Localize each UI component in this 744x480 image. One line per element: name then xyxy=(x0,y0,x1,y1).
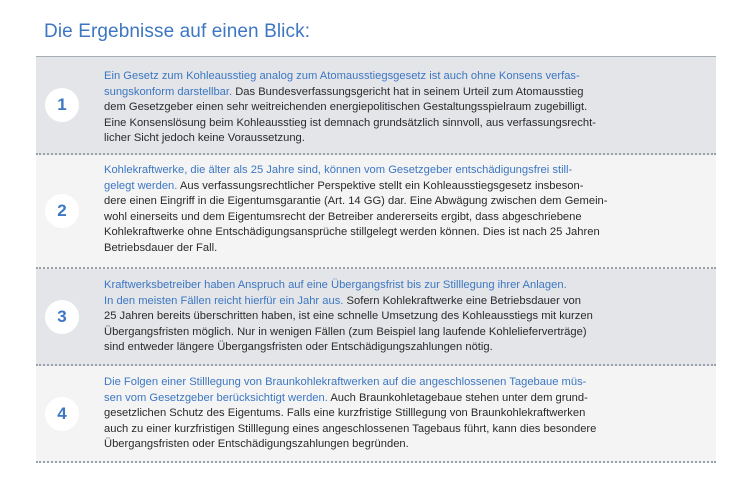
result-lead: Ein Gesetz zum Kohleausstieg analog zum Atomausstiegsgesetz ist auch ohne Konsens verfas- sungskonform darstellbar. xyxy=(104,70,580,98)
result-body: Sofern Kohlekraftwerke eine Betriebsdauer von 25 Jahren bereits überschritten haben, ist eine schnelle Umsetzung des Kohleausstiegs mit kurzen Übergangsfristen möglich. Nur in wenigen Fällen (zum Beispiel lang laufende Kohlelieferverträge) sind entweder längere Übergangsfristen oder Entschädigungszahlungen nötig. xyxy=(104,294,593,353)
result-lead: Kohlekraftwerke, die älter als 25 Jahre sind, können vom Gesetzgeber entschädigungsfrei still- gelegt werden. xyxy=(104,164,573,192)
result-text xyxy=(104,163,708,256)
number-badge: 3 xyxy=(45,300,79,334)
result-row-3 xyxy=(36,269,716,366)
result-body: Aus verfassungsrechtlicher Perspektive stellt ein Kohleausstiegsgesetz insbeson- dere einen Eingriff in die Eigentumsgarantie (Art. 14 GG) dar. Eine Abwägung zwischen dem Gemein- wohl einerseits und dem Eigentumsrecht der Betreiber andererseits ergibt, dass abgeschriebene Kohlekraftwerke ohne Entschädigungsansprüche stillgelegt werden können. Dies ist nach 25 Jahren Betriebsdauer der Fall. xyxy=(104,179,608,254)
result-lead: Kraftwerksbetreiber haben Anspruch auf eine Übergangsfrist bis zur Stilllegung ihrer Anlagen. In den meisten Fällen reicht hierfür ein Jahr aus. xyxy=(104,279,567,307)
result-lead: Die Folgen einer Stilllegung von Braunkohlekraftwerken auf die angeschlossenen Tagebaue müs- sen vom Gesetzgeber berücksichtigt werden. xyxy=(104,376,587,404)
result-body: Das Bundesverfassungsgericht hat in seinem Urteil zum Atomausstieg dem Gesetzgeber einen sehr weitreichenden energiepolitischen Gestaltungsspielraum zugebilligt. Eine Konsenslösung beim Kohleausstieg ist demnach grundsätzlich sinnvoll, aus verfassungsrecht- licher Sicht jedoch keine Voraussetzung. xyxy=(104,85,596,144)
result-text xyxy=(104,375,708,453)
number-badge: 1 xyxy=(45,88,79,122)
number-badge: 4 xyxy=(45,397,79,431)
result-row-1 xyxy=(36,57,716,155)
results-table xyxy=(36,56,716,463)
result-row-4 xyxy=(36,366,716,463)
result-text xyxy=(104,69,708,147)
result-row-2 xyxy=(36,155,716,269)
number-badge: 2 xyxy=(45,194,79,228)
result-text xyxy=(104,278,708,356)
result-body: Auch Braunkohletagebaue stehen unter dem grund- gesetzlichen Schutz des Eigentums. Falls eine kurzfristige Stilllegung von Braunkohlekraftwerken auch zu einer kurzfristigen Stilllegung eines angeschlossenen Tagebaus führt, kann dies besondere Übergangsfristen oder Entschädigungszahlungen begründen. xyxy=(104,391,597,450)
page-title: Die Ergebnisse auf einen Blick: xyxy=(44,21,311,42)
